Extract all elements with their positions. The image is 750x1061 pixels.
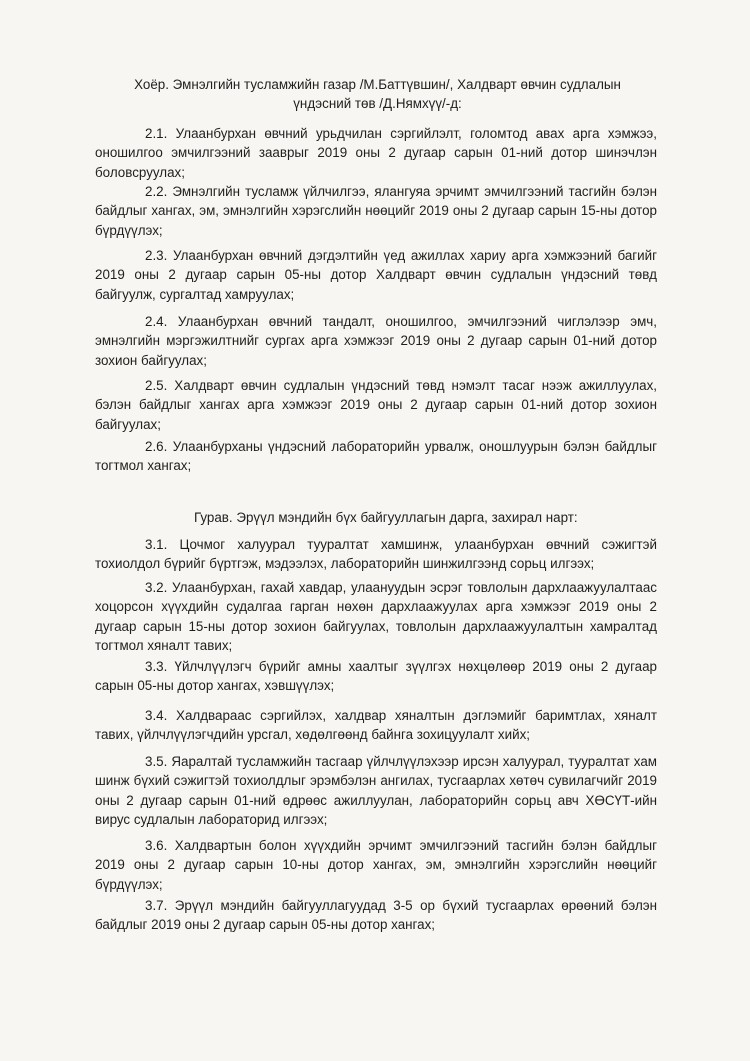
- paragraph-text: 2.4. Улаанбурхан өвчний тандалт, оношилгоо, эмчилгээний чиглэлээр эмч, эмнэлгийн мэргэжилтнийг сургах арга хэмжээг 2019 оны 2 дугаар сарын 01-ний дотор зохион байгуулах;: [95, 314, 657, 368]
- section-2-heading: [95, 75, 660, 114]
- paragraph-2-4: [95, 312, 657, 370]
- section-2-heading-line-2: үндэсний төв /Д.Нямхүү/-д:: [293, 96, 462, 112]
- paragraph-3-5: [95, 752, 657, 830]
- paragraph-text: 2.3. Улаанбурхан өвчний дэгдэлтийн үед ажиллах хариу арга хэмжээний багийг 2019 оны 2 дугаар сарын 05-ны дотор Халдварт өвчин судлалын үндэсний төвд байгуулж, сургалтад хамруулах;: [95, 248, 657, 302]
- paragraph-3-7: [95, 896, 657, 935]
- paragraph-3-1: [95, 535, 657, 574]
- paragraph-2-2: [95, 182, 657, 240]
- paragraph-text: 3.1. Цочмог халуурал тууралтат хамшинж, улаанбурхан өвчний сэжигтэй тохиолдол бүрийг бүртгэж, мэдээлэх, лабораторийн шинжилгээнд сорьц илгээх;: [95, 537, 657, 572]
- paragraph-text: 3.6. Халдвартын болон хүүхдийн эрчимт эмчилгээний тасгийн бэлэн байдлыг 2019 оны 2 дугаар сарын 10-ны дотор хангах, эм, эмнэлгийн хэрэгслийн нөөцийг бүрдүүлэх;: [95, 838, 657, 892]
- paragraph-3-4: [95, 706, 657, 745]
- paragraph-text: 2.6. Улаанбурханы үндэсний лабораторийн урвалж, оношлуурын бэлэн байдлыг тогтмол хангах;: [95, 439, 657, 474]
- paragraph-2-3: [95, 246, 657, 304]
- paragraph-text: 2.2. Эмнэлгийн тусламж үйлчилгээ, ялангуяа эрчимт эмчилгээний тасгийн бэлэн байдлыг хангах, эм, эмнэлгийн хэрэгслийн нөөцийг 2019 оны 2 дугаар сарын 15-ны дотор бүрдүүлэх;: [95, 184, 657, 238]
- paragraph-2-5: [95, 376, 657, 434]
- paragraph-2-6: [95, 437, 657, 476]
- paragraph-text: 2.5. Халдварт өвчин судлалын үндэсний төвд нэмэлт тасаг нээж ажиллуулах, бэлэн байдлыг хангах арга хэмжээг 2019 оны 2 дугаар сарын 01-ний дотор зохион байгуулах;: [95, 378, 657, 432]
- paragraph-text: 3.5. Яаралтай тусламжийн тасгаар үйлчлүүлэхээр ирсэн халуурал, тууралтат хам шинж бүхий сэжигтэй тохиолдлыг эрэмбэлэн ангилах, тусгаарлах хөтөч сувилагчийг 2019 оны 2 дугаар сарын 01-ний өдрөөс ажиллуулан, лабораторийн сорьц авч ХӨСҮТ-ийн вирус судлалын лабораторид илгээх;: [95, 754, 657, 828]
- paragraph-3-2: [95, 578, 657, 656]
- paragraph-3-3: [95, 657, 657, 696]
- paragraph-3-6: [95, 836, 657, 894]
- paragraph-text: 3.2. Улаанбурхан, гахай хавдар, улаануудын эсрэг товлолын дархлаажуулалтаас хоцорсон хүүхдийн судалгаа гарган нөхөн дархлаажуулах арга хэмжээг 2019 оны 2 дугаар сарын 15-ны дотор зохион байгуулах, товлолын дархлаажуулалтын хамралтад тогтмол хяналт тавих;: [95, 580, 657, 654]
- paragraph-text: 3.3. Үйлчлүүлэгч бүрийг амны хаалтыг зүүлгэх нөхцөлөөр 2019 оны 2 дугаар сарын 05-ны дотор хангах, хэвшүүлэх;: [95, 659, 657, 694]
- paragraph-text: 3.7. Эрүүл мэндийн байгууллагуудад 3-5 ор бүхий тусгаарлах өрөөний бэлэн байдлыг 2019 оны 2 дугаар сарын 05-ны дотор хангах;: [95, 898, 657, 933]
- section-2-heading-line-1: Хоёр. Эмнэлгийн тусламжийн газар /М.Баттүвшин/, Халдварт өвчин судлалын: [134, 77, 621, 92]
- paragraph-2-1: [95, 124, 657, 182]
- paragraph-text: 3.4. Халдвараас сэргийлэх, халдвар хяналтын дэглэмийг баримтлах, хяналт тавих, үйлчлүүлэгчдийн урсгал, хөдөлгөөнд байнга зохицуулалт хийх;: [95, 708, 657, 743]
- paragraph-text: 2.1. Улаанбурхан өвчний урьдчилан сэргийлэлт, голомтод авах арга хэмжээ, оношилгоо эмчилгээний зааврыг 2019 оны 2 дугаар сарын 01-ний дотор шинэчлэн боловсруулах;: [95, 126, 657, 180]
- section-3-heading: Гурав. Эрүүл мэндийн бүх байгууллагын дарга, захирал нарт:: [194, 510, 578, 525]
